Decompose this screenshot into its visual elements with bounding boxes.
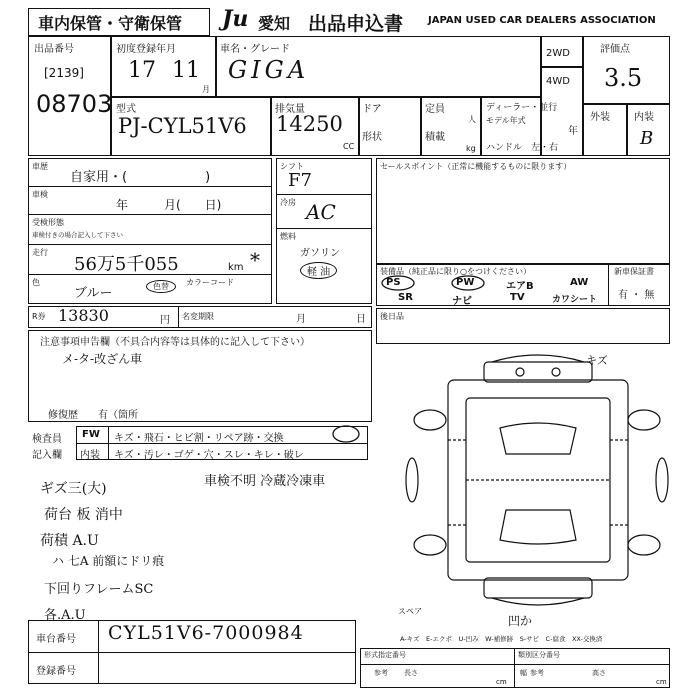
lot-number-label: 出品番号: [34, 44, 74, 55]
model-year-unit: 年: [568, 126, 578, 137]
ref-label-2: 参考: [530, 669, 544, 677]
height-unit: cm: [656, 678, 667, 686]
handle-label: ハンドル 左・右: [486, 143, 559, 153]
drive-4wd: 4WD: [546, 76, 570, 87]
warranty-options: 有 ・ 無: [618, 290, 655, 301]
name-change-label: 名変期限: [182, 312, 214, 321]
vehicle-diagram: [404, 350, 670, 610]
diagram-spare-label: スペア: [398, 607, 422, 616]
mileage-value: 56万5千055: [74, 254, 179, 275]
interior-check-label: 内装: [80, 450, 100, 461]
displacement-unit: CC: [343, 142, 355, 151]
capacity-unit: 人: [468, 115, 476, 124]
score-label: 評価点: [600, 44, 630, 55]
ac-value: AC: [306, 200, 336, 224]
interior-items: キズ・汚レ・ゴゲ・穴・スレ・キレ・破レ: [114, 450, 304, 461]
name-change-day: 日: [356, 314, 366, 325]
equipment-tv: TV: [510, 292, 525, 303]
model-year-label: モデル年式: [486, 116, 526, 125]
mileage-label: 走行: [32, 248, 48, 257]
remark-line-5: 下回りフレームSC: [44, 582, 154, 597]
fill-label: 記入欄: [32, 450, 62, 461]
notes-label: 注意事項申告欄（不具合内容等は具体的に記入して下さい）: [40, 337, 310, 348]
ref-label-1: 参考: [374, 669, 388, 677]
ps-circle: [380, 275, 416, 291]
shift-label: シフト: [280, 162, 304, 171]
remark-line-2: 荷台 板 消中: [44, 507, 123, 523]
diagram-legend: A-キズ E-エクボ U-凹み W-補修跡 S-サビ C-腐食 XX-交換済: [400, 635, 603, 643]
inspection-label: 車検: [32, 190, 48, 199]
logo: Ju: [222, 6, 249, 32]
color-change-mark: 色替: [146, 280, 176, 293]
equipment-navi: ナビ: [452, 296, 472, 307]
registration-year: 17: [128, 58, 156, 83]
mileage-mark: *: [250, 248, 260, 272]
model-label: 車名・グレード: [220, 44, 290, 55]
equipment-label: 装備品（純正品に限り○をつけください）: [380, 267, 531, 276]
inspector-label: 検査員: [32, 434, 62, 445]
registration-label: 初度登録年月: [116, 44, 176, 55]
equipment-ps: PS: [386, 277, 401, 288]
door-label: ドア: [362, 104, 382, 115]
type-label: 型式: [116, 104, 136, 115]
repair-history-label: 修復歴 有（箇所: [48, 410, 138, 421]
exterior-label: 外装: [590, 112, 610, 123]
later-items-frame: [376, 308, 670, 344]
drive-2wd: 2WD: [546, 48, 570, 59]
dealer-label: ディーラー・並行: [486, 103, 558, 113]
color-value: ブルー: [74, 286, 113, 301]
length-label: 長さ: [404, 669, 418, 677]
score-value: 3.5: [604, 64, 643, 92]
sales-point-frame: [376, 158, 670, 264]
remark-line-6: 各.A.U: [44, 608, 86, 623]
color-code-label: カラーコード: [186, 278, 234, 287]
notes-handwritten: メ-タ-改ざん車: [62, 352, 143, 366]
reception-note: 車検付きの場合記入して下さい: [32, 231, 123, 239]
recycle-unit: 円: [160, 315, 170, 326]
shape-label: 形状: [362, 132, 382, 143]
form-title: 出品申込書: [308, 13, 404, 35]
diagram-dent-label: 凹か: [508, 614, 533, 628]
name-change-month: 月: [296, 314, 306, 325]
color-label: 色: [32, 278, 40, 287]
sales-point-label: セールスポイント（正常に機能するものに限ります）: [380, 162, 572, 171]
model-value: GIGA: [228, 56, 310, 84]
shift-value: F7: [288, 170, 312, 191]
lot-number: 08703: [36, 90, 113, 118]
registration-number-label: 登録番号: [36, 666, 76, 677]
equipment-seat: カワシート: [552, 295, 598, 305]
displacement-value: 14250: [276, 112, 343, 136]
lot-sub-number: [2139]: [44, 66, 84, 80]
remark-line-1: ギズ三(大): [40, 481, 107, 497]
chassis-label: 車台番号: [36, 634, 76, 645]
fuel-gasoline: ガソリン: [300, 248, 340, 259]
equipment-sr: SR: [398, 292, 413, 303]
pw-circle: [450, 275, 486, 291]
equipment-aw: AW: [570, 277, 589, 288]
registration-month-unit: 月: [202, 85, 210, 94]
history-label: 車歴: [32, 162, 48, 171]
width-label: 幅: [520, 669, 527, 677]
recycle-label: R券: [32, 312, 46, 321]
length-unit: cm: [496, 678, 507, 686]
remark-line-3: 荷積 A.U: [40, 533, 99, 549]
diagram-scratch-label: キズ: [586, 354, 608, 367]
class-number-label: 類別区分番号: [518, 651, 560, 659]
interior-label: 内装: [634, 112, 654, 123]
remark-line-4: ハ 七A 前額にドリ痕: [52, 554, 165, 568]
load-label: 積載: [425, 132, 445, 143]
ac-label: 冷房: [280, 198, 296, 207]
height-label: 高さ: [592, 669, 606, 677]
history-value: 自家用・( ): [70, 170, 211, 185]
interior-score: B: [640, 128, 654, 149]
exchange-circle: [330, 424, 362, 444]
recycle-value: 13830: [58, 306, 109, 325]
equipment-pw: PW: [456, 277, 475, 288]
fuel-diesel: 軽 油: [300, 262, 337, 279]
load-unit: kg: [466, 144, 476, 153]
inspection-value: 年 月( 日): [116, 198, 222, 212]
registration-month: 11: [172, 58, 200, 83]
reception-label: 受検形態: [32, 218, 64, 227]
type-value: PJ-CYL51V6: [118, 114, 247, 138]
chassis-number: CYL51V6-7000984: [108, 622, 304, 644]
displacement-label: 排気量: [275, 104, 305, 115]
mileage-unit: km: [228, 262, 244, 273]
fw-label: FW: [82, 429, 100, 440]
remark-right-note: 車検不明 冷蔵冷凍車: [204, 474, 326, 489]
fuel-label: 燃料: [280, 232, 296, 241]
warranty-label: 新車保証書: [614, 267, 654, 276]
form-number-label: 形式指定番号: [364, 651, 406, 659]
storage-notice: 車内保管・守衛保管: [38, 14, 183, 33]
association-name: JAPAN USED CAR DEALERS ASSOCIATION: [428, 15, 656, 26]
equipment-airbag: エアB: [506, 281, 534, 292]
later-items-label: 後日品: [380, 312, 404, 321]
brand-name: 愛知: [258, 14, 291, 33]
capacity-label: 定員: [425, 104, 445, 115]
fw-items: キズ・飛石・ヒビ割・リペア跡・交換: [114, 433, 284, 444]
